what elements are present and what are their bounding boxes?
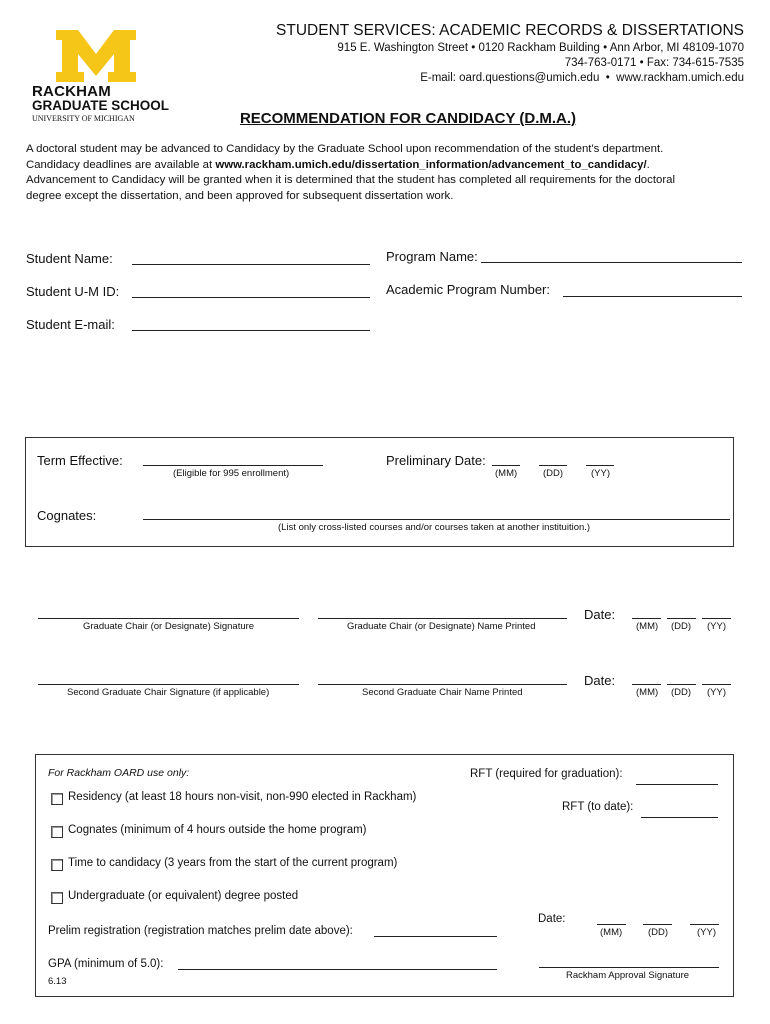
intro-line3: Advancement to Candidacy will be granted when it is determined that the student has completed all requirements for the doctoral — [26, 174, 675, 186]
second-chair-signature-caption: Second Graduate Chair Signature (if applicable) — [67, 687, 270, 698]
address-building: 0120 Rackham Building — [478, 42, 600, 54]
chair-dd-caption: (DD) — [671, 621, 692, 632]
approval-yy-caption: (YY) — [697, 927, 716, 938]
chair-mm-caption: (MM) — [636, 621, 659, 632]
prelim-registration-field[interactable] — [374, 936, 497, 937]
second-chair-signature-field[interactable] — [38, 684, 299, 685]
email-address[interactable]: E-mail: oard.questions@umich.edu — [420, 72, 600, 84]
chair-yy-caption: (YY) — [707, 621, 726, 632]
prelim-dd-caption: (DD) — [543, 468, 564, 479]
time-to-candidacy-checkbox[interactable] — [51, 859, 63, 871]
address-city: Ann Arbor, MI 48109-1070 — [609, 42, 744, 54]
block-m-logo — [56, 30, 136, 82]
time-to-candidacy-label: Time to candidacy (3 years from the start of the current program) — [68, 857, 398, 869]
intro-line2-end: . — [646, 158, 650, 171]
bullet-icon: • — [603, 42, 608, 54]
rft-graduation-field[interactable] — [636, 784, 718, 785]
approval-signature-caption: Rackham Approval Signature — [566, 970, 690, 981]
address-street: 915 E. Washington Street — [337, 42, 469, 54]
second-mm-field[interactable] — [632, 684, 661, 685]
academic-program-field[interactable] — [563, 296, 742, 297]
office-title: STUDENT SERVICES: ACADEMIC RECORDS & DISSERTATIONS — [276, 22, 744, 39]
chair-signature-caption: Graduate Chair (or Designate) Signature — [83, 621, 255, 632]
prelim-registration-label: Prelim registration (registration matches prelim date above): — [48, 925, 353, 937]
chair-date-label: Date: — [584, 607, 616, 622]
intro-line1: A doctoral student may be advanced to Candidacy by the Graduate School upon recommendation of the student's department. — [26, 143, 664, 155]
rft-graduation-label: RFT (required for graduation): — [470, 768, 623, 780]
oard-use-only-label: For Rackham OARD use only: — [48, 767, 190, 779]
prelim-mm-field[interactable] — [492, 465, 520, 466]
program-name-field[interactable] — [481, 262, 742, 263]
approval-yy-field[interactable] — [690, 924, 719, 925]
form-title: RECOMMENDATION FOR CANDIDACY (D.M.A.) — [239, 110, 577, 127]
student-name-label: Student Name: — [26, 251, 113, 266]
form-version: 6.13 — [48, 976, 67, 987]
approval-dd-field[interactable] — [643, 924, 672, 925]
phone-number: 734-763-0171 — [564, 57, 637, 69]
chair-name-caption: Graduate Chair (or Designate) Name Printed — [347, 621, 536, 632]
cognates-field[interactable] — [143, 519, 730, 520]
term-effective-field[interactable] — [143, 465, 323, 466]
gpa-field[interactable] — [178, 969, 497, 970]
phone-line — [565, 57, 744, 69]
preliminary-date-label: Preliminary Date: — [386, 453, 486, 468]
prelim-dd-field[interactable] — [539, 465, 567, 466]
cognates-label: Cognates: — [37, 508, 97, 523]
approval-mm-caption: (MM) — [600, 927, 623, 938]
intro-line4: degree except the dissertation, and been approved for subsequent dissertation work. — [26, 189, 454, 202]
second-dd-caption: (DD) — [671, 687, 692, 698]
student-email-field[interactable] — [132, 330, 370, 331]
logo-name-line1: RACKHAM — [32, 83, 111, 100]
intro-line2 — [26, 158, 746, 174]
residency-label: Residency (at least 18 hours non-visit, non-990 elected in Rackham) — [68, 791, 417, 803]
rft-to-date-label: RFT (to date): — [562, 801, 634, 813]
approval-dd-caption: (DD) — [648, 927, 669, 938]
prelim-mm-caption: (MM) — [495, 468, 518, 479]
intro-line2-text: Candidacy deadlines are available at — [26, 158, 216, 171]
website-link[interactable]: www.rackham.umich.edu — [616, 72, 744, 84]
cognates-check-label: Cognates (minimum of 4 hours outside the home program) — [68, 824, 367, 836]
bullet-icon: • — [639, 57, 644, 69]
approval-date-label: Date: — [538, 913, 566, 925]
second-chair-date-label: Date: — [584, 673, 616, 688]
gpa-label: GPA (minimum of 5.0): — [48, 958, 164, 970]
chair-signature-field[interactable] — [38, 618, 299, 619]
student-umid-field[interactable] — [132, 297, 370, 298]
second-chair-name-field[interactable] — [318, 684, 567, 685]
approval-signature-field[interactable] — [539, 967, 719, 968]
chair-dd-field[interactable] — [667, 618, 696, 619]
second-chair-name-caption: Second Graduate Chair Name Printed — [362, 687, 523, 698]
chair-mm-field[interactable] — [632, 618, 661, 619]
term-effective-label: Term Effective: — [37, 453, 123, 468]
academic-program-label: Academic Program Number: — [386, 282, 550, 297]
cognates-caption: (List only cross-listed courses and/or courses taken at another instituition.) — [278, 522, 591, 533]
student-umid-label: Student U-M ID: — [26, 284, 120, 299]
residency-checkbox[interactable] — [51, 793, 63, 805]
student-email-label: Student E-mail: — [26, 317, 115, 332]
bullet-icon: • — [602, 72, 613, 84]
chair-name-field[interactable] — [318, 618, 567, 619]
rft-to-date-field[interactable] — [641, 817, 718, 818]
second-dd-field[interactable] — [667, 684, 696, 685]
logo-name-line2: GRADUATE SCHOOL — [32, 98, 169, 113]
cognates-checkbox[interactable] — [51, 826, 63, 838]
prelim-yy-field[interactable] — [586, 465, 614, 466]
approval-mm-field[interactable] — [597, 924, 626, 925]
address-line — [337, 42, 744, 54]
logo-name-line3: UNIVERSITY OF MICHIGAN — [32, 114, 135, 123]
intro-paragraph — [26, 142, 746, 204]
student-name-field[interactable] — [132, 264, 370, 265]
bullet-icon: • — [471, 42, 476, 54]
contact-line — [420, 72, 744, 84]
undergraduate-degree-checkbox[interactable] — [51, 892, 63, 904]
second-mm-caption: (MM) — [636, 687, 659, 698]
term-caption: (Eligible for 995 enrollment) — [173, 468, 290, 479]
program-name-label: Program Name: — [386, 249, 478, 264]
candidacy-url-link[interactable]: www.rackham.umich.edu/dissertation_information/advancement_to_candidacy/ — [215, 158, 647, 171]
prelim-yy-caption: (YY) — [591, 468, 610, 479]
chair-yy-field[interactable] — [702, 618, 731, 619]
second-yy-field[interactable] — [702, 684, 731, 685]
undergraduate-degree-label: Undergraduate (or equivalent) degree posted — [68, 890, 299, 902]
fax-number: Fax: 734-615-7535 — [646, 57, 744, 69]
second-yy-caption: (YY) — [707, 687, 726, 698]
